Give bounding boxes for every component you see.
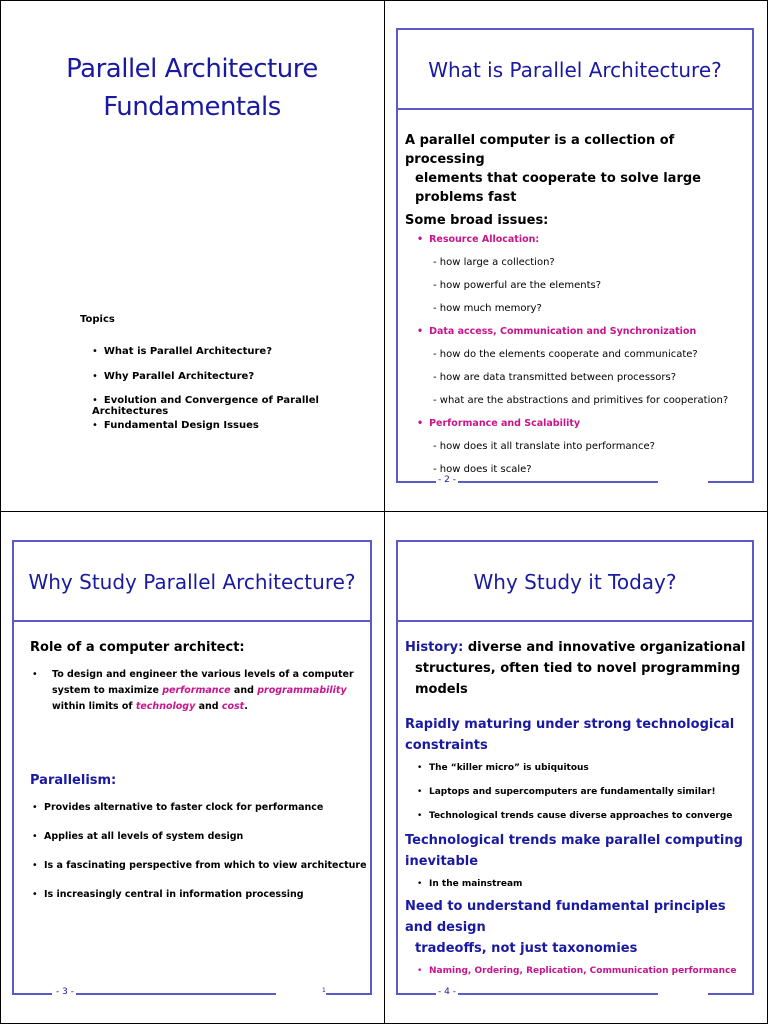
history-label: History: xyxy=(405,640,464,655)
footer-rule-right xyxy=(326,993,372,995)
separator: , xyxy=(583,966,590,976)
issue-item: - how are data transmitted between processors? xyxy=(433,372,676,383)
maturing-heading: Rapidly maturing under strong technological constraints xyxy=(405,717,735,753)
role-and: and xyxy=(230,685,258,696)
issue-item: - how does it scale? xyxy=(433,464,532,475)
principles-item xyxy=(405,959,755,983)
issue-group-heading: • Performance and Scalability xyxy=(405,412,755,435)
separator: , xyxy=(519,966,527,976)
issue-item: - how does it all translate into performance? xyxy=(433,441,655,452)
footer-rule-left xyxy=(396,481,436,483)
footer-rule-mid xyxy=(458,481,658,483)
role-bullet xyxy=(30,667,370,715)
role-technology: technology xyxy=(135,701,196,712)
slide-3-body xyxy=(30,640,370,903)
issue-item: - how do the elements cooperate and communicate? xyxy=(433,349,698,360)
trends-heading: Technological trends make parallel computing inevitable xyxy=(405,833,743,869)
topics-list xyxy=(92,346,384,444)
topic-item: • What is Parallel Architecture? xyxy=(92,346,384,371)
footer-mark: 1 xyxy=(322,987,326,994)
slide-4-body xyxy=(405,637,755,983)
slide-1-title xyxy=(0,50,384,126)
slide-2-lead xyxy=(405,131,755,207)
role-text: To design and engineer the various levels of a computer system to maximize xyxy=(52,669,354,696)
need-heading-line-2: tradeoffs, not just taxonomies xyxy=(415,941,638,956)
topics-label: Topics xyxy=(80,314,115,325)
page-number: - 3 - xyxy=(56,987,74,997)
issue-item: - what are the abstractions and primitives for cooperation? xyxy=(433,395,729,406)
replication: Replication xyxy=(526,966,584,976)
topic-item: • Evolution and Convergence of Parallel Architectures xyxy=(92,395,384,420)
need-heading-line-1: Need to understand fundamental principles and design xyxy=(405,899,726,935)
role-programmability: programmability xyxy=(257,685,347,696)
history-paragraph xyxy=(405,637,755,700)
issues-heading: Some broad issues: xyxy=(405,213,549,228)
issue-group-heading: • Data access, Communication and Synchronization xyxy=(405,320,755,343)
slide-1 xyxy=(0,0,384,511)
issue-item: - how large a collection? xyxy=(433,257,555,268)
issue-item: - how much memory? xyxy=(433,303,542,314)
maturing-item: • The “killer micro” is ubiquitous xyxy=(405,756,755,780)
page-number: - 2 - xyxy=(438,475,456,485)
title-line-1: Parallel Architecture xyxy=(66,54,318,84)
horizontal-divider xyxy=(0,511,768,512)
role-performance: performance xyxy=(162,685,231,696)
parallelism-item: • Is increasingly central in information processing xyxy=(30,887,370,903)
vertical-divider xyxy=(384,0,385,1024)
history-text: diverse and innovative organizational xyxy=(463,640,746,655)
title-line-2: Fundamentals xyxy=(103,92,281,122)
parallelism-heading: Parallelism: xyxy=(30,773,117,788)
footer-rule-right xyxy=(708,993,754,995)
parallelism-item: • Provides alternative to faster clock for performance xyxy=(30,800,370,816)
slide-4-title: Why Study it Today? xyxy=(398,542,752,622)
footer-rule-mid xyxy=(458,993,658,995)
communication-performance: Communication performance xyxy=(589,966,737,976)
page-number: - 4 - xyxy=(438,987,456,997)
naming: Naming xyxy=(429,966,468,976)
parallelism-item: • Is a fascinating perspective from which to view architecture xyxy=(30,858,370,874)
trends-item: • In the mainstream xyxy=(405,872,755,896)
role-and-2: and xyxy=(195,701,222,712)
ordering: Ordering xyxy=(474,966,520,976)
footer-rule-left xyxy=(396,993,436,995)
parallelism-item: • Applies at all levels of system design xyxy=(30,829,370,845)
role-heading: Role of a computer architect: xyxy=(30,640,245,655)
role-text-2: within limits of xyxy=(52,701,136,712)
slide-3-title: Why Study Parallel Architecture? xyxy=(14,542,370,622)
footer-rule-left xyxy=(12,993,52,995)
role-cost: cost xyxy=(221,701,245,712)
topic-item: • Fundamental Design Issues xyxy=(92,420,384,445)
footer-rule-right xyxy=(708,481,754,483)
footer-rule-mid xyxy=(76,993,276,995)
separator: , xyxy=(467,966,475,976)
topic-item: • Why Parallel Architecture? xyxy=(92,371,384,396)
issue-group-heading: • Resource Allocation: xyxy=(405,228,755,251)
issue-item: - how powerful are the elements? xyxy=(433,280,602,291)
maturing-item: • Laptops and supercomputers are fundamentally similar! xyxy=(405,780,755,804)
slide-2-body xyxy=(405,131,755,481)
lead-line-2: elements that cooperate to solve large problems fast xyxy=(415,171,701,205)
maturing-item: • Technological trends cause diverse approaches to converge xyxy=(405,804,755,828)
lead-line-1: A parallel computer is a collection of processing xyxy=(405,133,675,167)
slide-2-title: What is Parallel Architecture? xyxy=(398,30,752,110)
history-text-2: structures, often tied to novel programming models xyxy=(415,661,741,697)
role-period: . xyxy=(244,701,248,712)
